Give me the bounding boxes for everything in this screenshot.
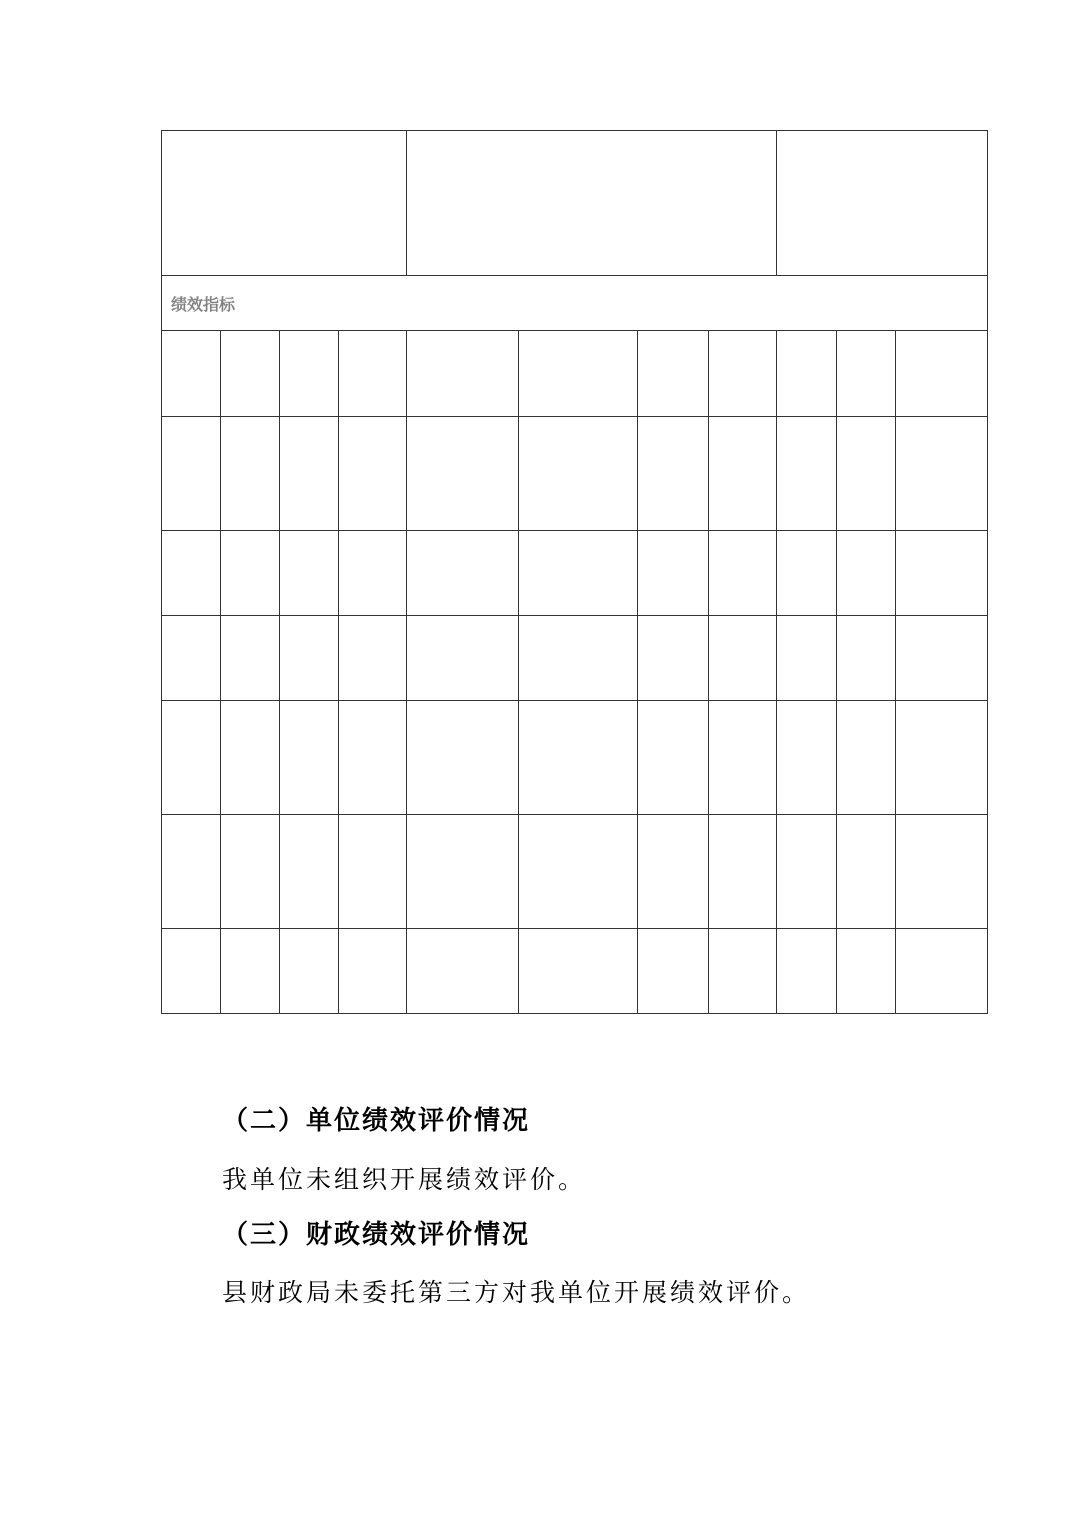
table-cell	[776, 530, 837, 616]
table-cell	[279, 700, 339, 815]
table-cell	[708, 928, 777, 1014]
table-cell	[708, 416, 777, 531]
table-cell	[637, 814, 709, 929]
table-cell	[637, 615, 709, 701]
section-heading-unit-evaluation: （二）单位绩效评价情况	[222, 1106, 531, 1136]
section-text-finance-evaluation: 县财政局未委托第三方对我单位开展绩效评价。	[222, 1278, 811, 1307]
table-cell	[220, 416, 280, 531]
table-cell	[776, 615, 837, 701]
table-cell	[338, 615, 407, 701]
table-cell	[406, 700, 519, 815]
table-cell	[895, 814, 988, 929]
table-cell	[776, 814, 837, 929]
table-cell	[776, 700, 837, 815]
table-cell	[220, 814, 280, 929]
table-cell	[518, 416, 638, 531]
table-cell	[406, 814, 519, 929]
table-cell	[161, 928, 221, 1014]
performance-indicator-label: 绩效指标	[171, 295, 236, 314]
table-cell	[895, 615, 988, 701]
table-cell	[338, 928, 407, 1014]
section-heading-finance-evaluation: （三）财政绩效评价情况	[222, 1220, 531, 1250]
table-cell	[776, 130, 988, 276]
table-cell	[406, 330, 519, 417]
table-cell	[518, 700, 638, 815]
table-cell	[161, 416, 221, 531]
table-cell	[776, 928, 837, 1014]
table-cell	[518, 330, 638, 417]
table-cell	[708, 330, 777, 417]
table-cell	[637, 928, 709, 1014]
table-cell	[220, 615, 280, 701]
table-cell	[220, 530, 280, 616]
table-cell	[708, 530, 777, 616]
table-cell	[279, 615, 339, 701]
table-cell	[836, 530, 896, 616]
table-cell	[161, 530, 221, 616]
table-cell	[338, 530, 407, 616]
table-cell	[776, 330, 837, 417]
table-cell	[895, 416, 988, 531]
table-cell	[161, 130, 407, 276]
table-cell	[338, 814, 407, 929]
table-cell	[338, 330, 407, 417]
table-cell	[220, 330, 280, 417]
table-cell	[279, 330, 339, 417]
table-cell	[518, 814, 638, 929]
section-text-unit-evaluation: 我单位未组织开展绩效评价。	[222, 1165, 587, 1194]
table-cell	[895, 530, 988, 616]
table-cell	[637, 416, 709, 531]
table-cell	[836, 416, 896, 531]
table-cell	[836, 615, 896, 701]
table-cell	[708, 615, 777, 701]
table-cell	[895, 928, 988, 1014]
table-cell	[836, 700, 896, 815]
table-cell	[406, 130, 777, 276]
table-cell	[338, 416, 407, 531]
table-cell	[279, 814, 339, 929]
table-cell	[518, 928, 638, 1014]
table-cell	[637, 530, 709, 616]
table-cell	[220, 928, 280, 1014]
table-cell	[637, 700, 709, 815]
table-cell	[776, 416, 837, 531]
table-cell	[708, 700, 777, 815]
table-cell	[406, 530, 519, 616]
table-cell	[708, 814, 777, 929]
table-cell	[518, 615, 638, 701]
table-section-row	[161, 275, 988, 331]
table-cell	[406, 416, 519, 531]
table-cell	[161, 330, 221, 417]
table-cell	[836, 330, 896, 417]
table-cell	[161, 700, 221, 815]
table-cell	[279, 928, 339, 1014]
table-cell	[406, 928, 519, 1014]
table-cell	[895, 700, 988, 815]
table-cell	[637, 330, 709, 417]
table-cell	[836, 814, 896, 929]
table-cell	[518, 530, 638, 616]
table-cell	[279, 530, 339, 616]
table-cell	[836, 928, 896, 1014]
table-cell	[161, 814, 221, 929]
table-cell	[279, 416, 339, 531]
table-cell	[338, 700, 407, 815]
table-cell	[161, 615, 221, 701]
table-cell	[220, 700, 280, 815]
table-cell	[406, 615, 519, 701]
table-cell	[895, 330, 988, 417]
